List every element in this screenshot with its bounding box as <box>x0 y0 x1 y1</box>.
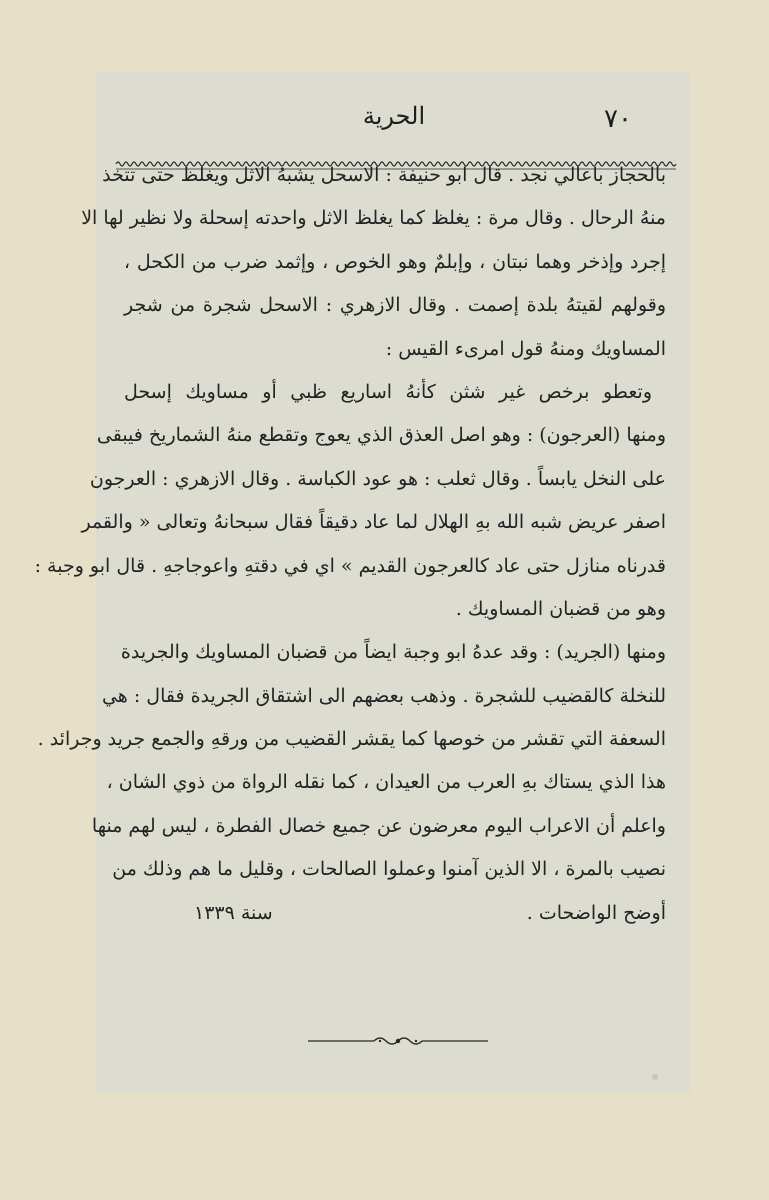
running-title: الحرية <box>362 102 426 130</box>
poetry-verse: وتعطو برخص غير شثن كأنهُ اساريع ظبي أو مساويك إسحل <box>124 380 652 403</box>
text-line: إجرد وإذخر وهما نبتان ، وإبلمٌ وهو الخوص ، وإثمد ضرب من الكحل ، <box>124 250 666 273</box>
article-body <box>34 154 666 935</box>
text-line: بالحجاز باعالي نجد . قال ابو حنيفة : الاسحل يشبهُ الاثل ويغلظ حتى تتخذ <box>102 164 666 186</box>
text-line: وهو من قضبان المساويك . <box>455 597 666 620</box>
text-line: وقولهم لقيتهُ بلدة إصمت . وقال الازهري : الاسحل شجرة من شجر <box>124 294 666 317</box>
text-line: ومنها (الجريد) : وقد عدهُ ابو وجبة ايضاً من قضبان المساويك والجريدة <box>120 641 666 664</box>
text-line: واعلم أن الاعراب اليوم معرضون عن جميع خصال الفطرة ، ليس لهم منها <box>91 814 666 837</box>
text-line: قدرناه منازل حتى عاد كالعرجون القديم » اي في دقتهِ واعوجاجهِ . قال ابو وجبة : <box>34 554 666 577</box>
text-line: على النخل يابساً . وقال ثعلب : هو عود الكباسة . وقال الازهري : العرجون <box>89 467 666 490</box>
text-line: منهُ الرحال . وقال مرة : يغلظ كما يغلظ الاثل واحدته إسحلة ولا نظير لها الا <box>81 207 666 230</box>
end-ornament <box>308 1032 488 1050</box>
page-header <box>96 100 690 140</box>
text-line: ومنها (العرجون) : وهو اصل العذق الذي يعوج وتقطع منهُ الشماريخ فيبقى <box>96 424 666 447</box>
text-line: السعفة التي تقشر من خوصها كما يقشر القضيب من ورقهِ والجمع جريد وجرائد . <box>37 728 666 751</box>
closing-line <box>124 892 666 935</box>
paper-speck <box>652 1074 658 1080</box>
text-line: للنخلة كالقضيب للشجرة . وذهب بعضهم الى اشتقاق الجريدة فقال : هي <box>101 684 666 707</box>
book-page <box>34 72 690 1092</box>
text-line: هذا الذي يستاك بهِ العرب من العيدان ، كما نقله الرواة من ذوي الشان ، <box>106 771 666 794</box>
page-number: ٧٠ <box>604 104 632 134</box>
text-line: اصفر عريض شبه الله بهِ الهلال لما عاد دقيقاً فقال سبحانهُ وتعالى « والقمر <box>81 511 666 534</box>
text-line: أوضح الواضحات . <box>526 901 666 924</box>
text-line: نصيب بالمرة ، الا الذين آمنوا وعملوا الصالحات ، وقليل ما هم وذلك من <box>112 858 666 881</box>
text-line: المساويك ومنهُ قول امرىء القيس : <box>385 337 666 360</box>
year-label: سنة ١٣٣٩ <box>194 901 273 924</box>
